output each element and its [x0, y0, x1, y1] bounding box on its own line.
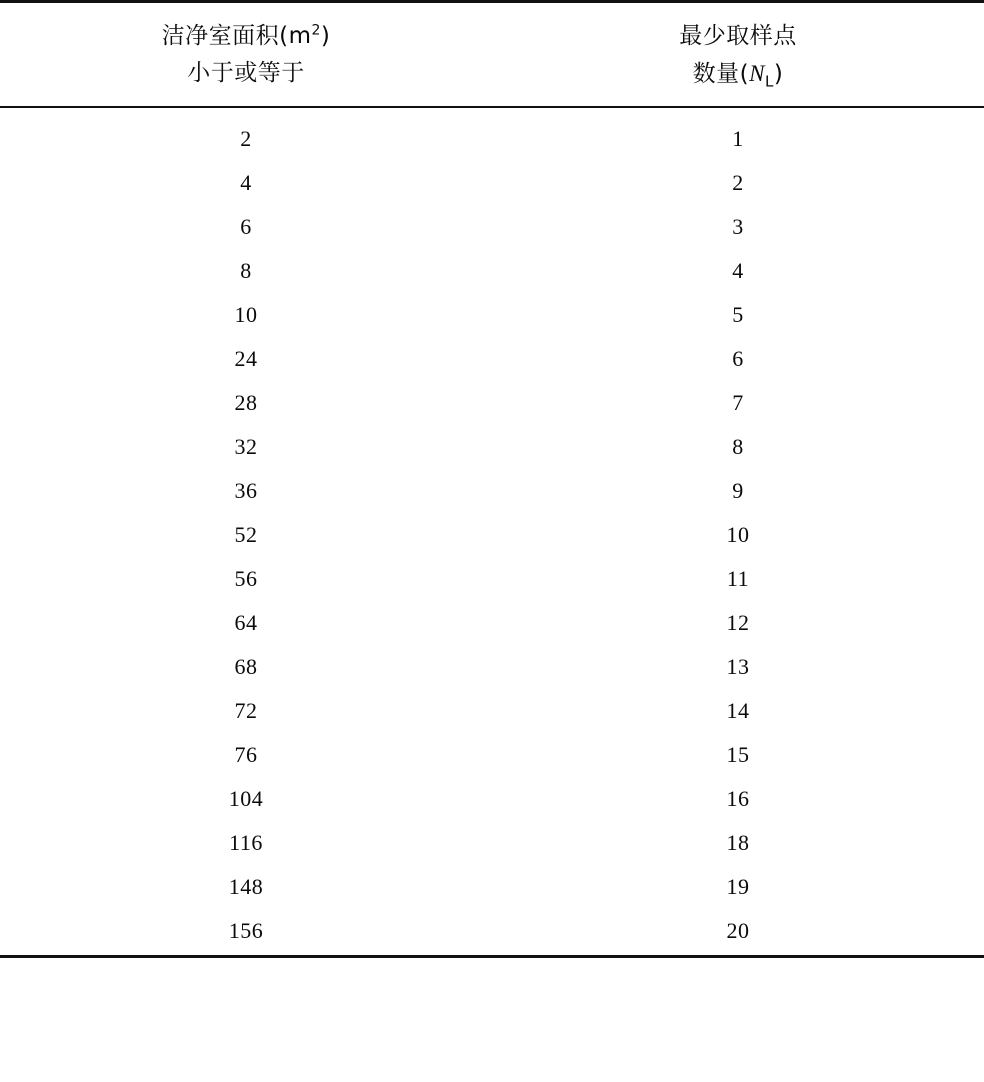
header-cell-area [0, 2, 492, 63]
header-cell-area-sub [0, 62, 492, 107]
cell-count: 16 [726, 786, 750, 811]
cell-area: 4 [240, 170, 252, 195]
table-row [0, 645, 984, 689]
header-area-line1 [0, 3, 492, 62]
table-row [0, 821, 984, 865]
table-row [0, 161, 984, 205]
header-count-line1: 最少取样点 [679, 23, 797, 49]
table-row [0, 601, 984, 645]
cell-count: 5 [732, 302, 744, 327]
table-row [0, 557, 984, 601]
table-body [0, 107, 984, 955]
table-bottom-rule [0, 955, 984, 958]
cell-count: 14 [726, 698, 750, 723]
cell-count: 1 [732, 126, 744, 151]
cell-area: 24 [234, 346, 258, 371]
cell-count: 11 [726, 566, 750, 591]
cell-area: 156 [228, 918, 264, 943]
table-row [0, 909, 984, 955]
cell-area: 72 [234, 698, 258, 723]
cell-area: 68 [234, 654, 258, 679]
table-row [0, 513, 984, 557]
header-count-suffix: ) [773, 61, 784, 87]
cell-count: 6 [732, 346, 744, 371]
cell-area: 28 [234, 390, 258, 415]
table-row [0, 865, 984, 909]
header-count-subscript: L [764, 72, 774, 91]
cell-area: 8 [240, 258, 252, 283]
cell-count: 4 [732, 258, 744, 283]
cell-count: 3 [732, 214, 744, 239]
cell-count: 7 [732, 390, 744, 415]
header-area-paren-close: ) [320, 23, 331, 49]
table-row [0, 337, 984, 381]
cell-count: 2 [732, 170, 744, 195]
cell-count: 20 [726, 918, 750, 943]
header-cell-count [492, 2, 984, 63]
cell-count: 18 [726, 830, 750, 855]
header-area-unit-exponent: 2 [311, 22, 321, 39]
table-row [0, 425, 984, 469]
table-row [0, 249, 984, 293]
header-count-variable: N [749, 61, 765, 86]
header-count-line2 [492, 62, 984, 106]
cell-count: 9 [732, 478, 744, 503]
table-header-row-line2 [0, 62, 984, 107]
table-row [0, 293, 984, 337]
header-area-text: 洁净室面积(m [161, 23, 312, 49]
cell-count: 19 [726, 874, 750, 899]
cell-count: 15 [726, 742, 750, 767]
header-area-line2: 小于或等于 [187, 60, 305, 86]
cell-area: 56 [234, 566, 258, 591]
cell-area: 2 [240, 126, 252, 151]
cell-count: 12 [726, 610, 750, 635]
table-row [0, 205, 984, 249]
cell-area: 116 [229, 830, 263, 855]
cell-area: 64 [234, 610, 258, 635]
cell-count: 8 [732, 434, 744, 459]
table-row [0, 107, 984, 161]
header-cell-count-sub [492, 62, 984, 107]
cell-area: 76 [234, 742, 258, 767]
table-row [0, 381, 984, 425]
cell-area: 104 [228, 786, 264, 811]
table-header-row-line1 [0, 2, 984, 63]
table-row [0, 733, 984, 777]
table-row [0, 469, 984, 513]
table-row [0, 777, 984, 821]
table-row [0, 689, 984, 733]
cell-area: 148 [228, 874, 264, 899]
cell-count: 13 [726, 654, 750, 679]
cell-count: 10 [726, 522, 750, 547]
table-header [0, 2, 984, 108]
cell-area: 36 [234, 478, 258, 503]
cell-area: 10 [234, 302, 258, 327]
cell-area: 6 [240, 214, 252, 239]
cell-area: 32 [234, 434, 258, 459]
cell-area: 52 [234, 522, 258, 547]
header-count-prefix: 数量( [692, 61, 750, 87]
